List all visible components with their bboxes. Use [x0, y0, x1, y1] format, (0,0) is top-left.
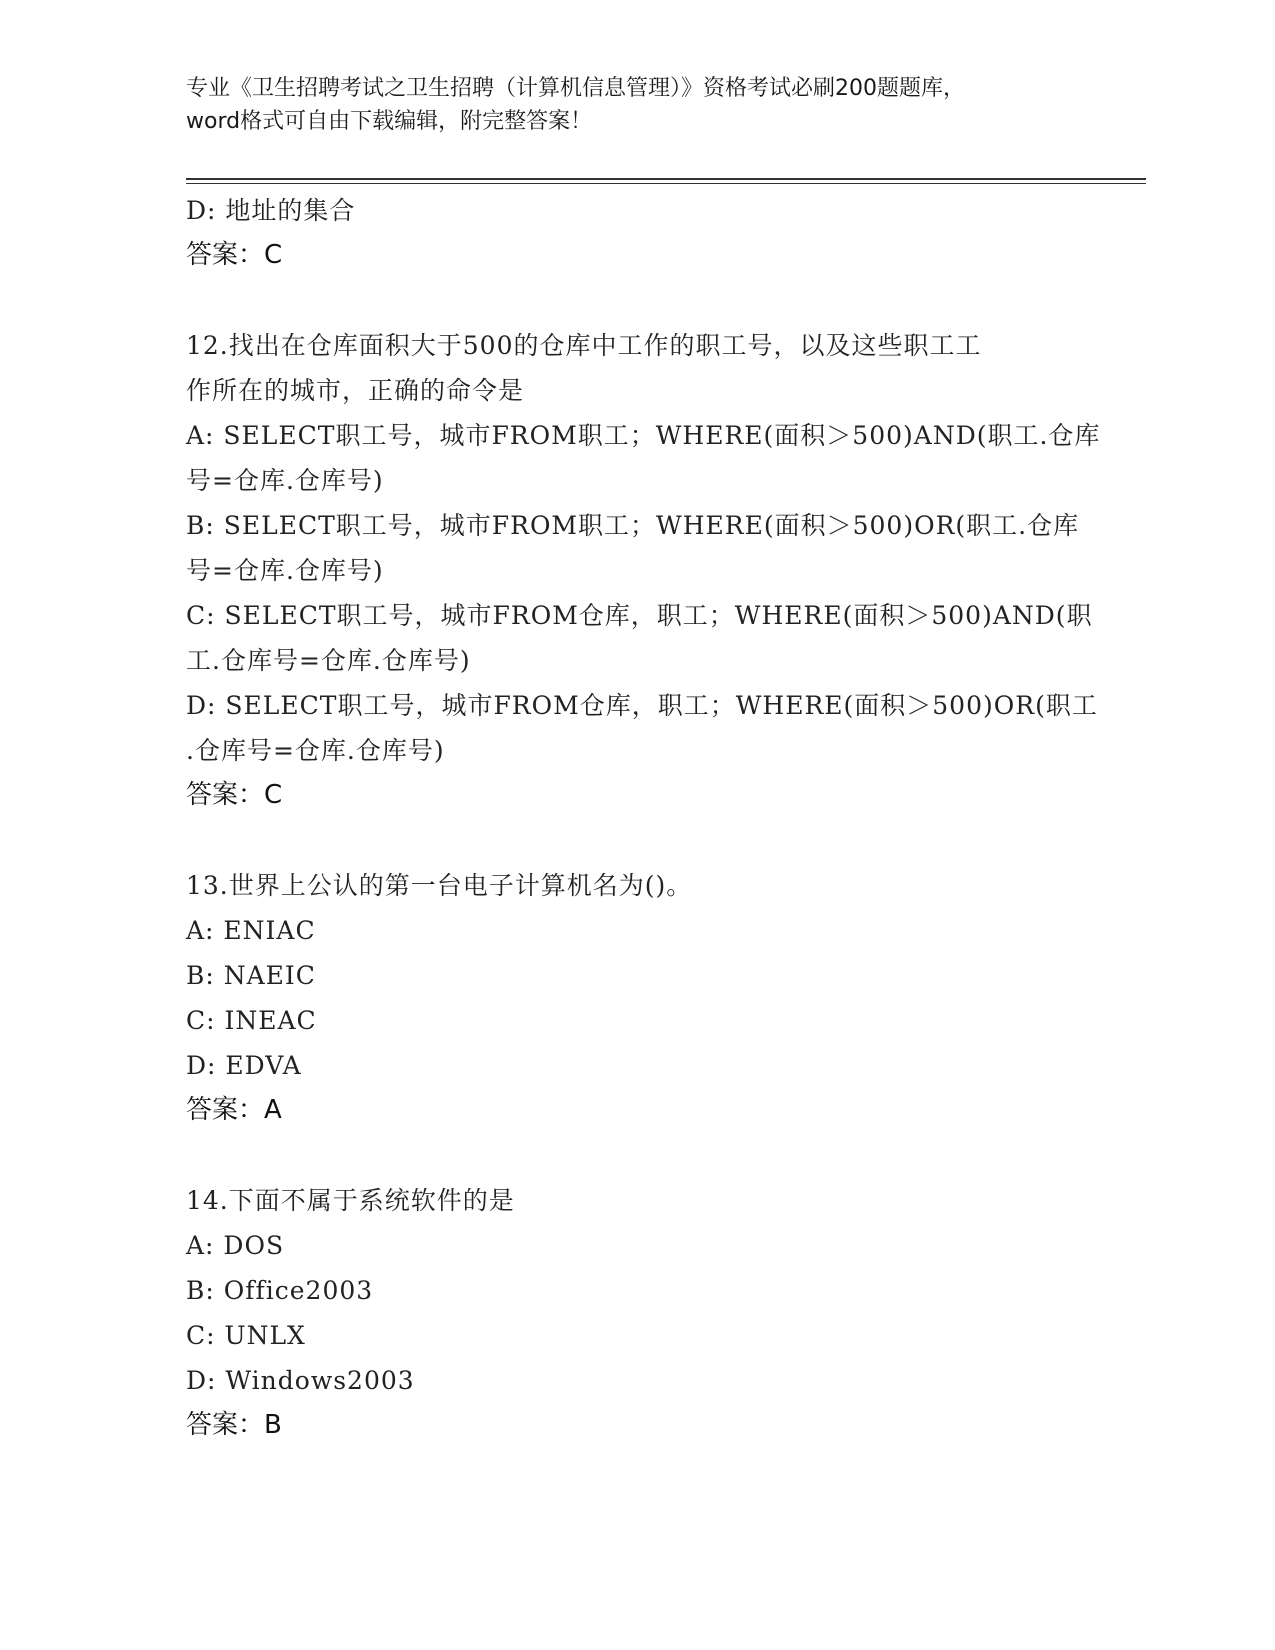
- answer-label: 答案：C: [186, 240, 283, 270]
- question-stem: 14.下面不属于系统软件的是: [186, 1186, 515, 1215]
- option-a: A: DOS: [186, 1231, 285, 1260]
- option-a-line-2: 号=仓库.仓库号): [186, 466, 384, 495]
- option-d-line-2: .仓库号=仓库.仓库号): [186, 736, 445, 765]
- answer-label: 答案：A: [186, 1095, 282, 1125]
- option-c-line-1: C: SELECT职工号，城市FROM仓库，职工；WHERE(面积＞500)AND(职: [186, 601, 1093, 630]
- option-c: C: INEAC: [186, 1006, 317, 1035]
- header-rule-thick: [186, 178, 1146, 180]
- option-d: D: EDVA: [186, 1051, 302, 1080]
- document-body: [186, 188, 1101, 1448]
- spacer: [186, 1133, 1086, 1178]
- header-rule-thin: [186, 183, 1146, 184]
- question-stem: 13.世界上公认的第一台电子计算机名为()。: [186, 871, 693, 900]
- option-a: A: ENIAC: [186, 916, 316, 945]
- header-line-1: 专业《卫生招聘考试之卫生招聘（计算机信息管理）》资格考试必刷200题题库，: [186, 76, 965, 101]
- spacer: [186, 278, 1086, 323]
- option-d: D: Windows2003: [186, 1366, 415, 1395]
- question-stem-line-2: 作所在的城市，正确的命令是: [186, 376, 525, 405]
- header-line-2: word格式可自由下载编辑，附完整答案！: [186, 109, 593, 134]
- option-b-line-2: 号=仓库.仓库号): [186, 556, 384, 585]
- option-c: C: UNLX: [186, 1321, 306, 1350]
- option-b-line-1: B: SELECT职工号，城市FROM职工；WHERE(面积＞500)OR(职工.仓库: [186, 511, 1080, 540]
- option-b: B: NAEIC: [186, 961, 316, 990]
- option-b: B: Office2003: [186, 1276, 374, 1305]
- spacer: [186, 818, 1086, 863]
- question-12: [186, 323, 1101, 818]
- document-header: [186, 72, 1086, 138]
- option-c-line-2: 工.仓库号=仓库.仓库号): [186, 646, 471, 675]
- option-d: D: 地址的集合: [186, 196, 356, 225]
- question-11-tail: [186, 188, 1086, 278]
- option-a-line-1: A: SELECT职工号，城市FROM职工；WHERE(面积＞500)AND(职工.仓库: [186, 421, 1101, 450]
- option-d-line-1: D: SELECT职工号，城市FROM仓库，职工；WHERE(面积＞500)OR(职工: [186, 691, 1098, 720]
- question-14: [186, 1178, 1086, 1448]
- question-13: [186, 863, 1086, 1133]
- answer-label: 答案：C: [186, 780, 283, 810]
- answer-label: 答案：B: [186, 1410, 282, 1440]
- question-stem-line-1: 12.找出在仓库面积大于500的仓库中工作的职工号，以及这些职工工: [186, 331, 982, 360]
